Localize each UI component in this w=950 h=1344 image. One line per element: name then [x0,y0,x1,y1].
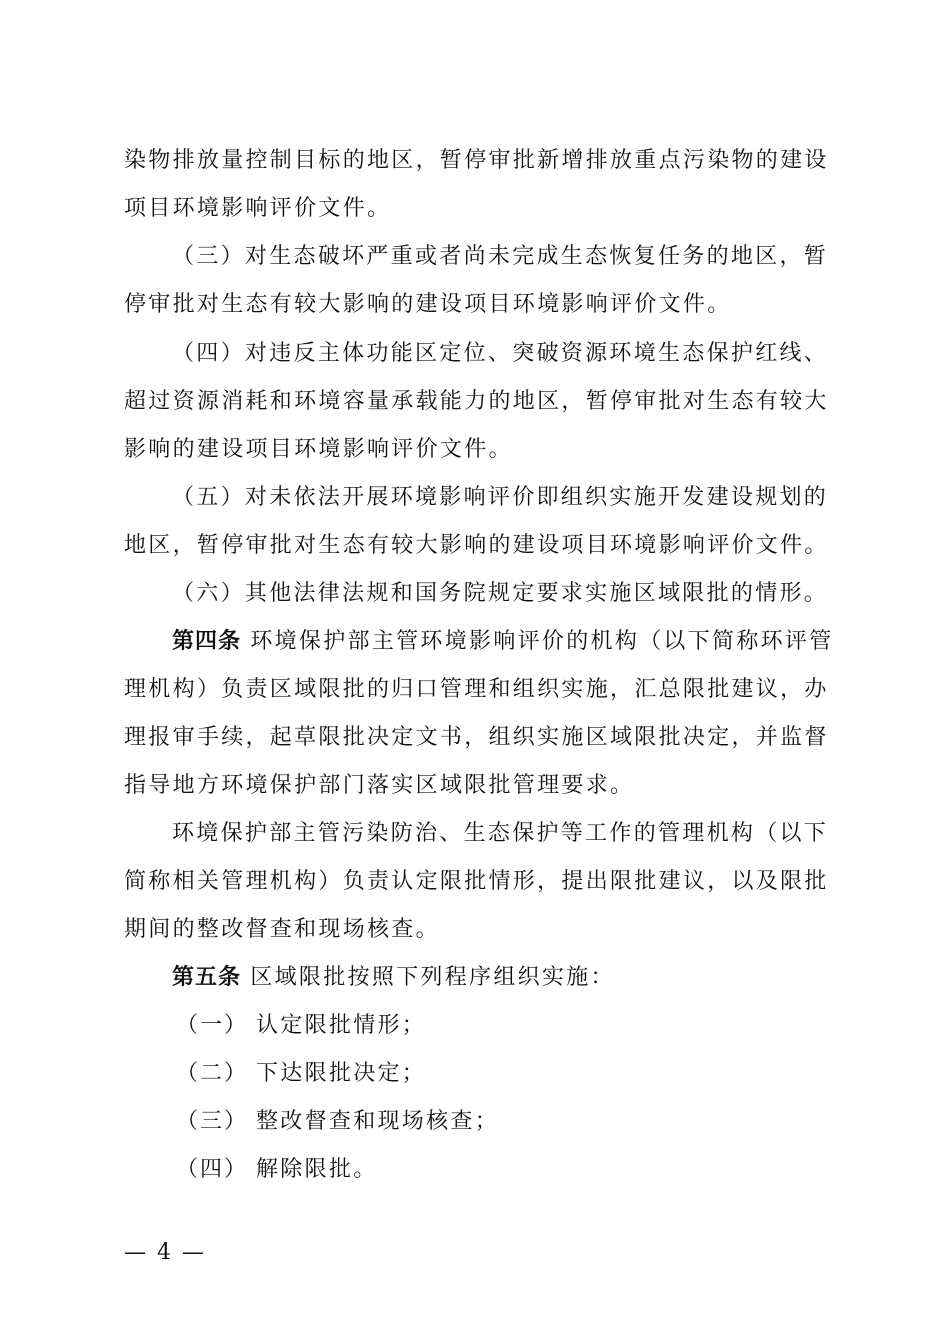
body-line: （三）对生态破坏严重或者尚未完成生态恢复任务的地区，暂 [172,244,829,269]
body-line: （五）对未依法开展环境影响评价即组织实施开发建设规划的 [172,485,829,510]
list-item-number: （四） [176,1157,249,1182]
article-5-text: 区域限批按照下列程序组织实施： [250,965,615,990]
body-line: 期间的整改督查和现场核查。 [124,917,440,942]
list-item-text: 认定限批情形； [256,1013,427,1038]
article-5-heading: 第五条 [172,965,242,990]
body-line: 染物排放量控制目标的地区，暂停审批新增排放重点污染物的建设 [124,148,829,173]
list-item-number: （二） [176,1061,249,1086]
article-4-first-line [172,622,834,662]
body-line: 环境保护部主管污染防治、生态保护等工作的管理机构（以下 [172,821,829,846]
body-line: 理报审手续，起草限批决定文书，组织实施区域限批决定，并监督 [124,725,829,750]
body-line: （六）其他法律法规和国务院规定要求实施区域限批的情形。 [172,581,829,606]
body-line: 影响的建设项目环境影响评价文件。 [124,437,513,462]
body-line: 理机构）负责区域限批的归口管理和组织实施，汇总限批建议，办 [124,677,829,702]
list-item-text: 解除限批。 [256,1157,378,1182]
body-line: 项目环境影响评价文件。 [124,196,392,221]
list-item-number: （三） [176,1109,249,1134]
article-4-text: 环境保护部主管环境影响评价的机构（以下简称环评管 [250,629,834,654]
page-number: — 4 — [124,1240,206,1265]
list-item-number: （一） [176,1013,249,1038]
body-line: 指导地方环境保护部门落实区域限批管理要求。 [124,773,635,798]
list-item-text: 下达限批决定； [256,1061,427,1086]
list-item-text: 整改督查和现场核查； [256,1109,500,1134]
body-line: 地区，暂停审批对生态有较大影响的建设项目环境影响评价文件。 [124,533,829,558]
body-line: 停审批对生态有较大影响的建设项目环境影响评价文件。 [124,292,732,317]
article-4-heading: 第四条 [172,629,242,654]
body-line: （四）对违反主体功能区定位、突破资源环境生态保护红线、 [172,341,829,366]
body-line: 超过资源消耗和环境容量承载能力的地区，暂停审批对生态有较大 [124,389,829,414]
body-line: 简称相关管理机构）负责认定限批情形，提出限批建议，以及限批 [124,869,829,894]
article-5-first-line [172,958,826,998]
